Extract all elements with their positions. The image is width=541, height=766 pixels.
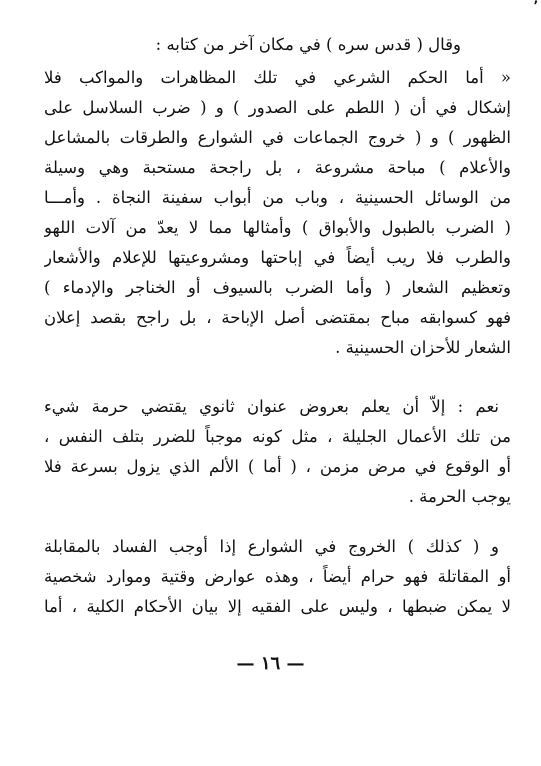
intro-line: وقال ( قدس سره ) في مكان آخر من كتابه : [155,35,461,54]
paragraph-line: من الوسائل الحسينية ، وباب من أبواب سفينة النجاة . وأمـــا [44,188,511,207]
paragraph-2 [44,392,511,512]
paragraph-line: الشعار للأحزان الحسينية . [335,338,511,357]
paragraph-line: وتعظيم الشعار ( وأما الضرب بالسيوف أو الخناجر والإدماء ) [44,278,511,297]
corner-mark: ٬ [533,0,538,15]
paragraph-1 [44,63,511,363]
paragraph-line: يوجب الحرمة . [408,487,511,506]
paragraph-line: والأعلام ) مباحة مشروعة ، بل راجحة مستحبة وهي وسيلة [44,158,511,177]
paragraph-line: والطرب فلا ريب أيضاً في إباحتها ومشروعيتها للإعلام والأشعار [44,248,511,267]
paragraph-line: و ( كذلك ) الخروج في الشوارع إذا أوجب الفساد بالمقابلة [44,537,499,556]
paragraph-line: إشكال في أن ( اللطم على الصدور ) و ( ضرب السلاسل على [44,98,511,117]
paragraph-line: نعم : إلاّ أن يعلم بعروض عنوان ثانوي يقتضي حرمة شيء [44,397,499,416]
paragraph-line: لا يمكن ضبطها ، وليس على الفقيه إلا بيان الأحكام الكلية ، أما [44,597,511,616]
paragraph-line: أو الوقوع في مرض مزمن ، ( أما ) الألم الذي يزول بسرعة فلا [44,457,511,476]
paragraph-line: فهو كسوابقه مباح بمقتضى أصل الإباحة ، بل راجح بقصد إعلان [44,308,511,327]
page-number: — ١٦ — [236,653,305,674]
paragraph-line: « أما الحكم الشرعي في تلك المظاهرات والمواكب فلا [44,68,511,87]
paragraph-line: من تلك الأعمال الجليلة ، مثل كونه موجباً للضرر بتلف النفس ، [44,427,511,446]
intro-block [44,30,511,60]
paragraph-line: الظهور ) و ( خروج الجماعات في الشوارع والطرقات بالمشاعل [44,128,511,147]
paragraph-line: ( الضرب بالطبول والأبواق ) وأمثالها مما لا يعدّ من آلات اللهو [44,218,511,237]
paragraph-line: أو المقاتلة فهو حرام أيضاً ، وهذه عوارض وقتية وموارد شخصية [44,567,511,586]
paragraph-3 [44,532,511,622]
